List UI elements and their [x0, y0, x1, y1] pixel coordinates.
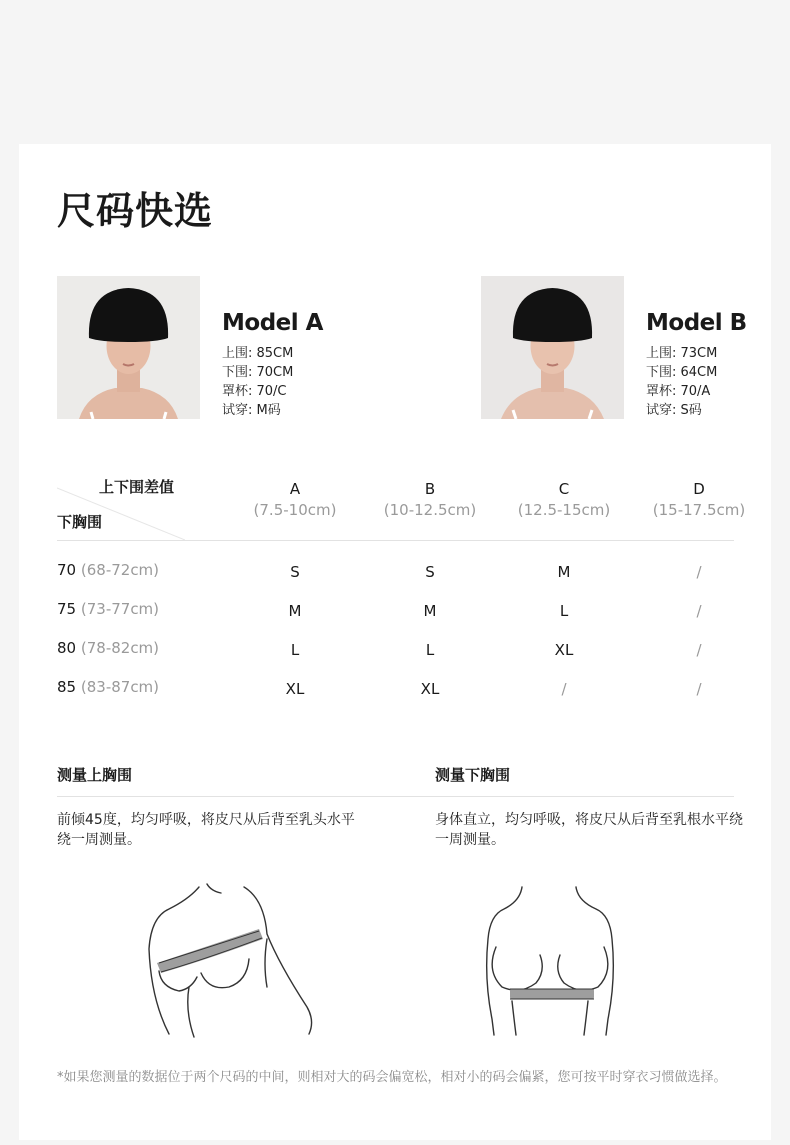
table-cell: XL [554, 641, 574, 659]
table-cell: / [561, 680, 567, 698]
table-cell: / [696, 641, 702, 659]
model-b-cup: 罩杯: 70/A [646, 384, 711, 399]
row-label: 75 (73-77cm) [57, 600, 160, 618]
page-title: 尺码快选 [57, 189, 214, 233]
table-cell: L [559, 602, 569, 620]
column-header-d: D (15-17.5cm) [652, 480, 746, 519]
model-b-name: Model B [646, 310, 747, 336]
model-b-upper-bust: 上围: 73CM [646, 346, 718, 361]
measure-upper-description: 前倾45度，均匀呼吸，将皮尺从后背至乳头水平绕一周测量。 [57, 812, 355, 848]
model-a-name: Model A [222, 310, 323, 336]
row-label: 85 (83-87cm) [57, 678, 160, 696]
table-cell: L [290, 641, 300, 659]
measure-divider [57, 796, 734, 797]
measure-lower-title: 测量下胸围 [435, 766, 511, 784]
table-cell: / [696, 563, 702, 581]
measure-upper-title: 测量上胸围 [57, 766, 133, 784]
size-table [57, 476, 746, 707]
model-a-info [222, 310, 362, 420]
lower-bust-illustration [474, 879, 644, 1039]
model-b-photo [481, 276, 624, 419]
table-row [57, 668, 734, 707]
row-label: 80 (78-82cm) [57, 639, 160, 657]
table-cell: M [288, 602, 302, 620]
table-cell: / [696, 602, 702, 620]
model-b-under-bust: 下围: 64CM [646, 365, 718, 380]
model-a-under-bust: 下围: 70CM [222, 365, 294, 380]
table-row [57, 551, 734, 590]
header-difference-label: 上下围差值 [99, 478, 175, 496]
model-a-size: 试穿: M码 [222, 403, 281, 418]
row-label: 70 (68-72cm) [57, 561, 160, 579]
column-header-b: B (10-12.5cm) [383, 480, 477, 519]
table-row [57, 629, 734, 668]
size-table-header [57, 476, 746, 541]
table-cell: L [425, 641, 435, 659]
table-cell: M [423, 602, 437, 620]
upper-bust-illustration [139, 879, 339, 1039]
table-row [57, 590, 734, 629]
table-cell: XL [285, 680, 305, 698]
column-header-c: C (12.5-15cm) [517, 480, 611, 519]
measure-lower-section [435, 764, 775, 796]
table-cell: / [696, 680, 702, 698]
table-cell: S [290, 563, 300, 581]
size-guide-card [19, 144, 771, 1140]
model-a-cup: 罩杯: 70/C [222, 384, 287, 399]
model-b-info [646, 310, 786, 420]
header-underbust-label: 下胸围 [57, 513, 103, 531]
model-a-upper-bust: 上围: 85CM [222, 346, 294, 361]
model-b-size: 试穿: S码 [646, 403, 702, 418]
model-a-photo [57, 276, 200, 419]
size-note: *如果您测量的数据位于两个尺码的中间，则相对大的码会偏宽松，相对小的码会偏紧，您可按平时穿衣习惯做选择。 [57, 1070, 727, 1085]
measure-upper-section [57, 764, 397, 796]
table-cell: S [425, 563, 435, 581]
column-header-a: A (7.5-10cm) [253, 480, 337, 519]
table-cell: XL [420, 680, 440, 698]
measure-lower-description: 身体直立，均匀呼吸，将皮尺从后背至乳根水平绕一周测量。 [435, 812, 743, 848]
table-cell: M [557, 563, 571, 581]
